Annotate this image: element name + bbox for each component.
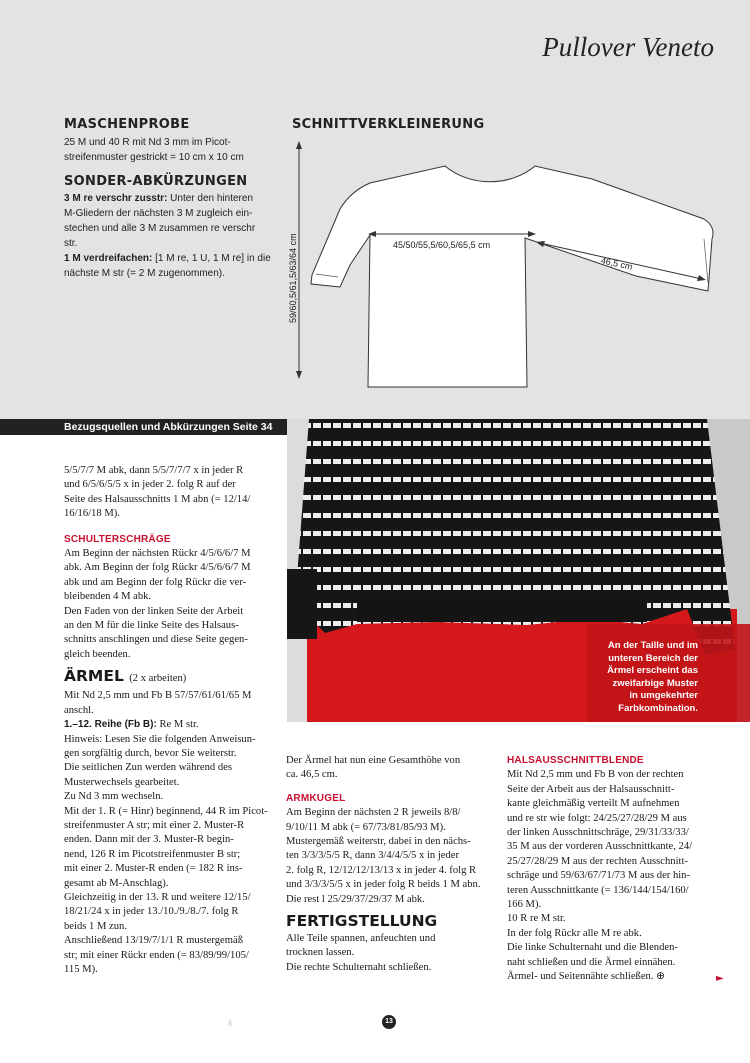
width-label: 45/50/55,5/60,5/65,5 cm — [393, 240, 491, 250]
text-line: Ärmel- und Seitennähte schließen. ⊕ — [507, 971, 666, 983]
text-line: 16/16/18 M). — [64, 508, 120, 520]
text-line: 9/10/11 M abk (= 67/73/81/85/93 M). — [286, 821, 446, 833]
text-line: ten 3/3/3/5/5 R, dann 3/4/4/5/5 x in jeder — [286, 850, 460, 862]
text-line: teren Ausschnittkante (= 136/144/154/160/ — [507, 884, 689, 896]
text-line: Mit Nd 2,5 mm und Fb B 57/57/61/61/65 M — [64, 690, 252, 702]
armkugel-heading: ARMKUGEL — [286, 792, 346, 804]
sonder-text: M-Gliedern der nächsten 3 M zugleich ein- — [64, 208, 253, 219]
sonder-text: str. — [64, 238, 78, 249]
text-line: Am Beginn der nächsten Rückr 4/5/6/6/7 M — [64, 548, 251, 560]
text-line: str; mit einer Rückr enden (= 83/89/99/105/ — [64, 949, 249, 961]
footer-mark: δ — [228, 1021, 232, 1028]
text-line: Mit Nd 2,5 mm und Fb B von der rechten — [507, 769, 684, 781]
caption-line: zweifarbige Muster — [612, 677, 698, 689]
column-3 — [507, 754, 722, 985]
aermel-note: (2 x arbeiten) — [129, 673, 187, 685]
schnitt-heading: SCHNITTVERKLEINERUNG — [292, 117, 485, 132]
sonder-text: [1 M re, 1 U, 1 M re] in die — [152, 253, 271, 264]
reihe-term: 1.–12. Reihe (Fb B): — [64, 719, 157, 731]
text-line: Den Faden von der linken Seite der Arbeit — [64, 605, 244, 617]
text-line: und re str wie folgt: 24/25/27/28/29 M aus — [507, 812, 687, 824]
text-line: schräge und 59/63/67/71/73 M aus der hin- — [507, 870, 691, 882]
text-line: naht schließen und die Ärmel einnähen. — [507, 956, 676, 968]
text-line: enden. Dann mit der 3. Muster-R begin- — [64, 834, 234, 846]
photo-caption — [558, 640, 698, 715]
text-line: Zu Nd 3 mm wechseln. — [64, 791, 164, 803]
text-line: Die linke Schulternaht und die Blenden- — [507, 942, 678, 954]
text-line: gen sorgfältig durch, bevor Sie weiterstr. — [64, 747, 237, 759]
column-2 — [286, 754, 498, 975]
text-line: kante gleichmäßig verteilt M aufnehmen — [507, 798, 680, 810]
text-line: abk und am Beginn der folg Rückr die ver- — [64, 576, 247, 588]
text-line: beids 1 M zun. — [64, 920, 127, 932]
caption-line: unteren Bereich der — [608, 652, 698, 664]
text-line: Die rechte Schulternaht schließen. — [286, 961, 432, 973]
aermel-heading: ÄRMEL — [64, 667, 124, 686]
text-line: Am Beginn der nächsten 2 R jeweils 8/8/ — [286, 807, 461, 819]
text-line: 166 M). — [507, 899, 542, 911]
text-line: streifenmuster A str; mit einer 2. Muster-R — [64, 819, 245, 831]
text-line: Die seitlichen Zun werden während des — [64, 762, 232, 774]
text-line: trocknen lassen. — [286, 947, 355, 959]
text-line: Seite der Arbeit aus der Halsausschnitt- — [507, 783, 675, 795]
arrow-head — [296, 371, 302, 379]
text-line: 5/5/7/7 M abk, dann 5/5/7/7/7 x in jeder R — [64, 465, 244, 476]
caption-line: Ärmel erscheint das — [607, 665, 698, 676]
text-line: nend, 126 R im Picotstreifenmuster B str; — [64, 848, 241, 860]
hals-heading: HALSAUSSCHNITTBLENDE — [507, 755, 644, 766]
text-line: 2. folg R, 12/12/12/13/13 x in jeder 4. folg R — [286, 864, 477, 876]
sonder-text: Unter den hinteren — [167, 193, 254, 204]
text-line: der linken Ausschnittschräge, 29/31/33/33/ — [507, 827, 689, 839]
sonder-text: stechen und alle 3 M zusammen re verschr — [64, 223, 256, 234]
text-line: 115 M). — [64, 964, 98, 975]
text-line: bleibenden 4 M abk. — [64, 591, 152, 603]
text-line: Gleichzeitig in der 13. R und weitere 12/15/ — [64, 891, 251, 903]
text-line: Mit der 1. R (= Hinr) beginnend, 44 R im Picot- — [64, 805, 268, 817]
caption-line: An der Taille und im — [607, 640, 698, 651]
caption-line: in umgekehrter — [629, 690, 698, 701]
sweater-outline — [311, 166, 713, 387]
sweater-photo — [287, 419, 750, 722]
text-line: mit einer 2. Muster-R enden (= 182 R ins- — [64, 863, 243, 875]
text-line: und 3/3/3/5/5 x in jeder folg R beids 1 M abn. — [286, 879, 481, 891]
text-line: Alle Teile spannen, anfeuchten und — [286, 933, 436, 945]
fertig-heading: FERTIGSTELLUNG — [286, 912, 438, 931]
text-line: ca. 46,5 cm. — [286, 769, 338, 781]
text-line: abk. Am Beginn der folg Rückr 4/5/6/6/7 M — [64, 562, 251, 574]
maschenprobe-section — [64, 117, 294, 281]
sonder-term: 1 M verdreifachen: — [64, 253, 153, 264]
text-line: und 6/5/6/5/5 x in jeder 2. folg R auf der — [64, 479, 236, 491]
page-title: Pullover Veneto — [542, 32, 714, 62]
sonder-term: 3 M re verschr zusstr: — [64, 193, 168, 204]
text-line: gleich beenden. — [64, 648, 131, 660]
text-line: Hinweis: Lesen Sie die folgenden Anweisun- — [64, 733, 256, 745]
maschenprobe-line: streifenmuster gestrickt = 10 cm x 10 cm — [64, 152, 244, 163]
text-line: Mustergemäß weiterstr, dabei in den nächs- — [286, 836, 471, 848]
sweater-schematic — [280, 135, 740, 405]
text-line: In der folg Rückr alle M re abk. — [507, 927, 642, 939]
text-line: Musterwechsels gearbeitet. — [64, 776, 180, 788]
text-line: Der Ärmel hat nun eine Gesamthöhe von — [286, 755, 461, 766]
text-line: Re M str. — [156, 719, 199, 731]
sonder-heading: SONDER-ABKÜRZUNGEN — [64, 174, 248, 189]
text-line: Die rest l 25/29/37/29/37 M abk. — [286, 893, 425, 905]
arrow-head — [296, 141, 302, 149]
schulter-heading: SCHULTERSCHRÄGE — [64, 533, 171, 545]
maschenprobe-line: 25 M und 40 R mit Nd 3 mm im Picot- — [64, 137, 231, 148]
text-line: anschl. — [64, 704, 94, 716]
text-line: Seite des Halsausschnitts 1 M abn (= 12/14/ — [64, 493, 251, 505]
text-line: 18/21/24 x in jeder 13./10./9./8./7. folg R — [64, 906, 239, 918]
arrow-head — [536, 241, 545, 247]
text-line: 35 M aus der vorderen Ausschnittkante, 24/ — [507, 841, 693, 853]
height-label: 59/60,5/61,5/63/64 cm — [288, 233, 298, 323]
column-1 — [64, 464, 284, 977]
continue-arrow-icon: ► — [716, 973, 724, 984]
text-line: 10 R re M str. — [507, 913, 566, 925]
sleeve-label: 46,5 cm — [599, 255, 634, 272]
page-number: 13 — [382, 1015, 396, 1029]
sonder-text: nächste M str (= 2 M zugenommen). — [64, 268, 225, 279]
text-line: gesamt ab M-Anschlag). — [64, 877, 169, 889]
text-line: schnitts anschlingen und diese Seite gegen- — [64, 634, 248, 646]
maschenprobe-heading: MASCHENPROBE — [64, 117, 190, 132]
text-line: Anschließend 13/19/7/1/1 R mustergemäß — [64, 935, 243, 947]
caption-line: Farbkombination. — [618, 702, 698, 714]
text-line: an den M für die linke Seite des Halsaus- — [64, 620, 239, 632]
bezug-bar: Bezugsquellen und Abkürzungen Seite 34 — [0, 419, 287, 435]
text-line: 25/27/28/29 M aus der rechten Ausschnitt- — [507, 855, 688, 867]
